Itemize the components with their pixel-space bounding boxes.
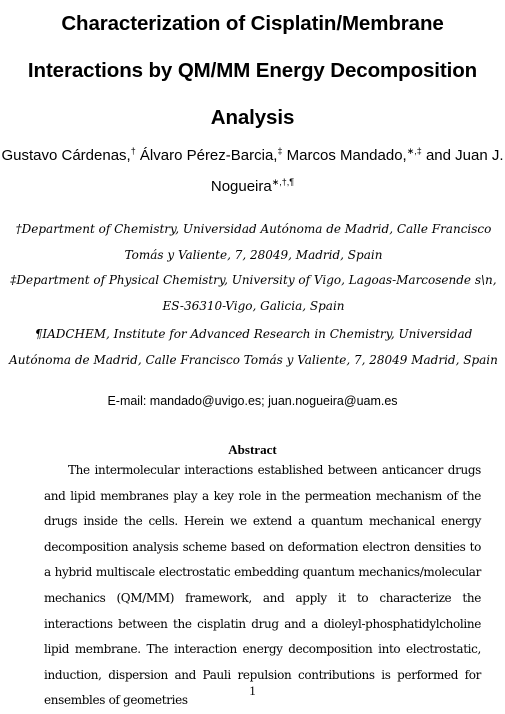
author-list [0, 140, 505, 202]
affiliation-mark: ∗,‡ [406, 146, 422, 156]
author-conjunction: and [425, 147, 451, 164]
author-name: Juan J. Nogueira [210, 147, 504, 195]
contact-email: E-mail: mandado@uvigo.es; juan.nogueira@uam.es [107, 394, 398, 408]
author-name: Álvaro Pérez-Barcia, [139, 147, 278, 164]
page-number: 1 [249, 683, 256, 698]
affiliation-2: ‡Department of Physical Chemistry, University of Vigo, Lagoas-Marcosende s\n, ES-36310-Vigo, Galicia, Spain [10, 273, 497, 313]
affiliation-mark: ‡ [277, 146, 283, 156]
paper-title [0, 0, 505, 141]
title-line-1: Characterization of Cisplatin/Membrane [61, 12, 444, 35]
affiliation-mark: † [130, 146, 136, 156]
affiliation-mark: ∗,†,¶ [271, 177, 295, 187]
title-line-2: Interactions by QM/MM Energy Decomposition [27, 59, 478, 82]
title-line-3: Analysis [210, 106, 295, 129]
abstract-heading: Abstract [228, 442, 277, 457]
abstract-body: The intermolecular interactions established between anticancer drugs and lipid membranes play a key role in the permeation mechanism of the drugs inside the cells. Herein we extend a quantum mechanical energy decomposition analysis scheme based on deformation electron densities to a hybrid multiscale electrostatic embedding quantum mechanics/molecular mechanics (QM/MM) framework, and apply it to characterize the interactions between the cisplatin drug and a dioleyl-phosphatidylcholine lipid membrane. The interaction energy decomposition into electrostatic, induction, dispersion and Pauli repulsion contributions is performed for ensembles of geometries [44, 463, 481, 708]
affiliation-3: ¶IADCHEM, Institute for Advanced Research in Chemistry, Universidad Autónoma de Madrid, Calle Francisco Tomás y Valiente, 7, 28049 Madrid, Spain [9, 327, 498, 367]
author-name: Marcos Mandado, [286, 147, 407, 164]
author-name: Gustavo Cárdenas, [1, 147, 131, 164]
affiliation-1: †Department of Chemistry, Universidad Autónoma de Madrid, Calle Francisco Tomás y Valiente, 7, 28049, Madrid, Spain [15, 222, 492, 262]
